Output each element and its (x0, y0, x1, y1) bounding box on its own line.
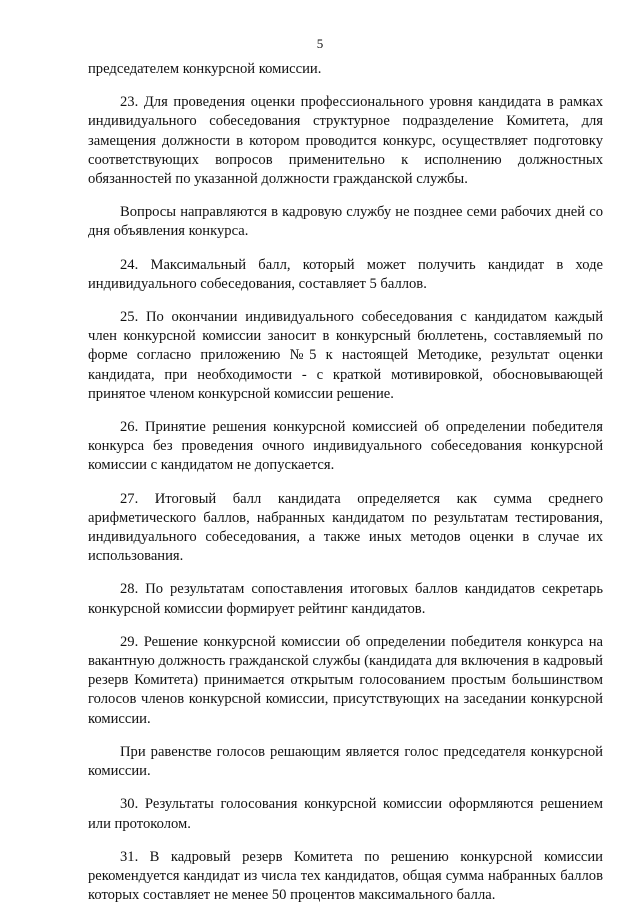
paragraph-26: 26. Принятие решения конкурсной комиссией об определении победителя конкурса без проведения очного индивидуального собеседования конкурсной комиссии с кандидатом не допускается. (88, 419, 603, 474)
paragraph-23: 23. Для проведения оценки профессионального уровня кандидата в рамках индивидуального собеседования структурное подразделение Комитета, для замещения должности в котором проводится конкурс, осуществляет подготовку соответствующих вопросов применительно к исполнению должностных обязанностей по указанной должности гражданской службы. (88, 94, 603, 188)
paragraph-30: 30. Результаты голосования конкурсной комиссии оформляются решением или протоколом. (88, 796, 603, 832)
paragraph-28: 28. По результатам сопоставления итоговых баллов кандидатов секретарь конкурсной комиссии формирует рейтинг кандидатов. (88, 581, 603, 617)
paragraph-25: 25. По окончании индивидуального собеседования с кандидатом каждый член конкурсной комиссии заносит в конкурсный бюллетень, составляемый по форме согласно приложению №5 к настоящей Методике, результат оценки кандидата, при необходимости - с краткой мотивировкой, обосновывающей принятое членом конкурсной комиссии решение. (88, 309, 603, 402)
page-number: 5 (316, 36, 324, 51)
paragraph-31: 31. В кадровый резерв Комитета по решению конкурсной комиссии рекомендуется кандидат из числа тех кандидатов, общая сумма набранных баллов которых составляет не менее 50 процентов максимального балла. (88, 848, 603, 904)
paragraph-questions: Вопросы направляются в кадровую службу не позднее семи рабочих дней со дня объявления конкурса. (88, 204, 603, 240)
document-body (88, 60, 603, 919)
paragraph-29: 29. Решение конкурсной комиссии об определении победителя конкурса на вакантную должность гражданской службы (кандидата для включения в кадровый резерв Комитета) принимается открытым голосованием простым большинством голосов членов конкурсной комиссии, присутствующих на заседании конкурсной комиссии. (88, 633, 603, 727)
paragraph-tie-vote: При равенстве голосов решающим является голос председателя конкурсной комиссии. (88, 743, 603, 780)
paragraph-24: 24. Максимальный балл, который может получить кандидат в ходе индивидуального собеседования, составляет 5 баллов. (88, 256, 603, 292)
paragraph-27: 27. Итоговый балл кандидата определяется как сумма среднего арифметического баллов, набранных кандидатом по результатам тестирования, индивидуального собеседования, а также иных методов оценки в случае их использования. (88, 490, 603, 565)
paragraph-continuation: председателем конкурсной комиссии. (88, 61, 322, 77)
